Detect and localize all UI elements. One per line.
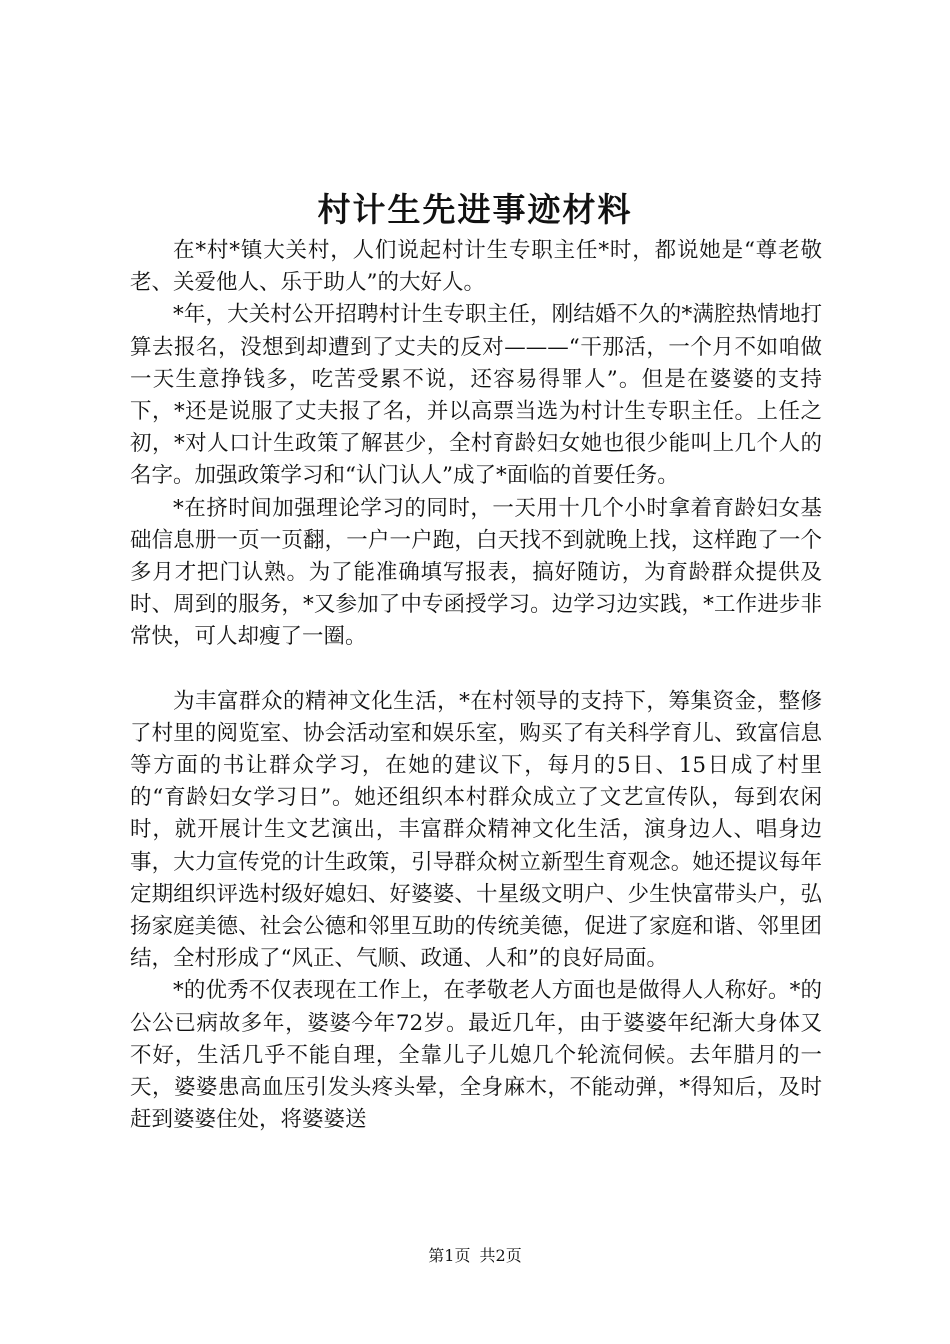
page-footer [0, 1244, 950, 1268]
page-total: 共2页 [479, 1246, 522, 1265]
document-title: 村计生先进事迹材料 [317, 190, 633, 229]
paragraph: 在*村*镇大关村，人们说起村计生专职主任*时，都说她是“尊老敬老、关爱他人、乐于助人”的大好人。 [130, 238, 822, 296]
paragraph: *在挤时间加强理论学习的同时，一天用十几个小时拿着育龄妇女基础信息册一页一页翻，一户一户跑，白天找不到就晚上找，这样跑了一个多月才把门认熟。为了能准确填写报表，搞好随访，为育龄群众提供及时、周到的服务，*又参加了中专函授学习。边学习边实践，*工作进步非常快，可人却瘦了一圈。 [130, 495, 822, 650]
document-body [130, 235, 822, 1136]
paragraph: 为丰富群众的精神文化生活，*在村领导的支持下，筹集资金，整修了村里的阅览室、协会活动室和娱乐室，购买了有关科学育儿、致富信息等方面的书让群众学习，在她的建议下，每月的5日、15日成了村里的“育龄妇女学习日”。她还组织本村群众成立了文艺宣传队，每到农闲时，就开展计生文艺演出，丰富群众精神文化生活，演身边人、唱身边事，大力宣传党的计生政策，引导群众树立新型生育观念。她还提议每年定期组织评选村级好媳妇、好婆婆、十星级文明户、少生快富带头户，弘扬家庭美德、社会公德和邻里互助的传统美德，促进了家庭和谐、邻里团结，全村形成了“风正、气顺、政通、人和”的良好局面。 [130, 688, 822, 972]
paragraph: *的优秀不仅表现在工作上，在孝敬老人方面也是做得人人称好。*的公公已病故多年，婆婆今年72岁。最近几年，由于婆婆年纪渐大身体又不好，生活几乎不能自理，全靠儿子儿媳几个轮流伺候。去年腊月的一天，婆婆患高血压引发头疼头晕，全身麻木，不能动弹，*得知后，及时赶到婆婆住处，将婆婆送 [130, 978, 822, 1133]
paragraph: *年，大关村公开招聘村计生专职主任，刚结婚不久的*满腔热情地打算去报名，没想到却遭到了丈夫的反对———“干那活，一个月不如咱做一天生意挣钱多，吃苦受累不说，还容易得罪人”。但是在婆婆的支持下，*还是说服了丈夫报了名，并以高票当选为村计生专职主任。上任之初，*对人口计生政策了解甚少，全村育龄妇女她也很少能叫上几个人的名字。加强政策学习和“认门认人”成了*面临的首要任务。 [130, 302, 822, 489]
page-number: 第1页 [428, 1246, 471, 1265]
